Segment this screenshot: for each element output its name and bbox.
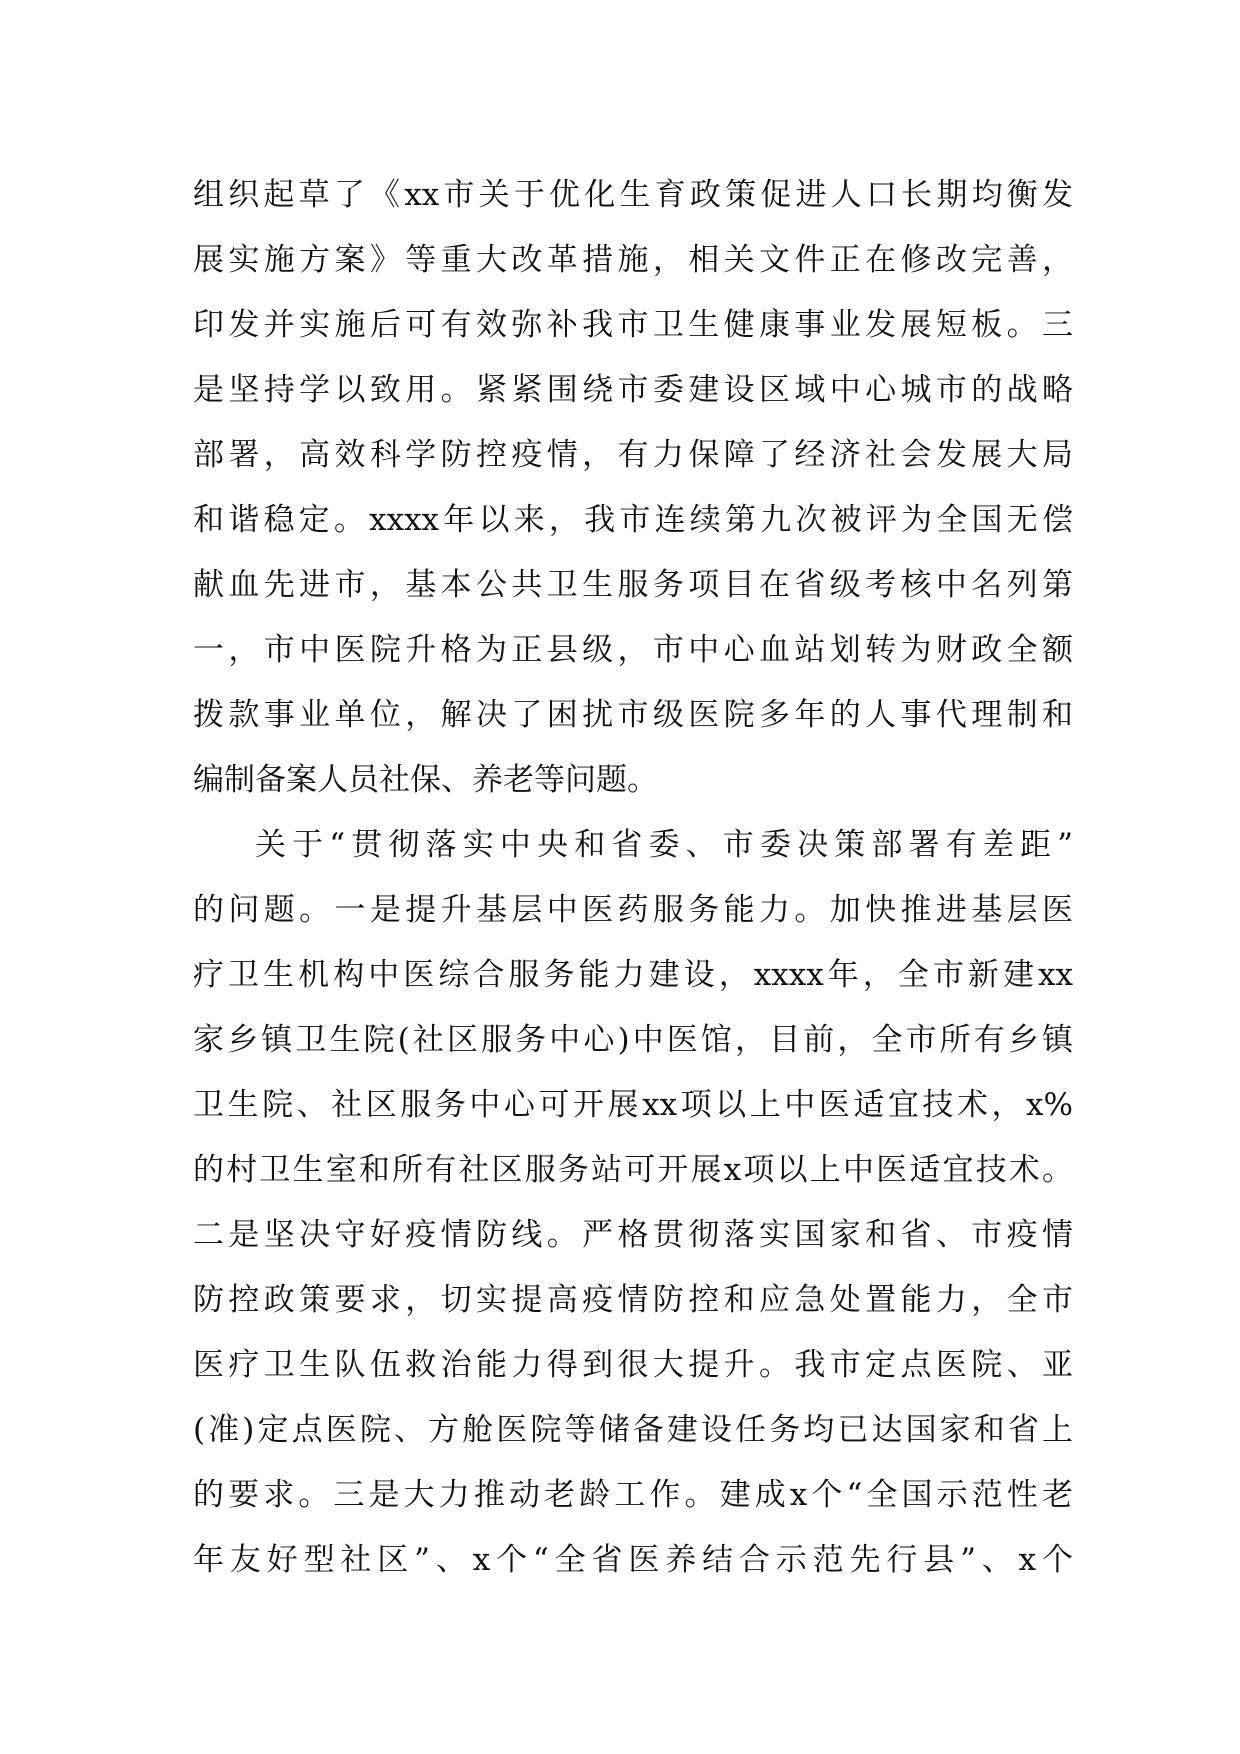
paragraph-2-line-6: 的村卫生室和所有社区服务站可开展x项以上中医适宜技术。 <box>193 1152 1073 1188</box>
paragraph-2-line-9: 医疗卫生队伍救治能力得到很大提升。我市定点医院、亚 <box>193 1347 1073 1383</box>
paragraph-2-line-10: (准)定点医院、方舱医院等储备建设任务均已达国家和省上 <box>193 1412 1073 1448</box>
document-body <box>193 163 1073 1593</box>
paragraph-1-line-1: 组织起草了《xx市关于优化生育政策促进人口长期均衡发 <box>193 177 1073 213</box>
paragraph-2-line-7: 二是坚决守好疫情防线。严格贯彻落实国家和省、市疫情 <box>193 1217 1073 1253</box>
paragraph-1-line-2: 展实施方案》等重大改革措施，相关文件正在修改完善， <box>193 242 1073 278</box>
paragraph-2-line-3: 疗卫生机构中医综合服务能力建设，xxxx年，全市新建xx <box>193 957 1073 993</box>
paragraph-1-line-8: 一，市中医院升格为正县级，市中心血站划转为财政全额 <box>193 632 1073 668</box>
paragraph-1-line-3: 印发并实施后可有效弥补我市卫生健康事业发展短板。三 <box>193 307 1073 343</box>
paragraph-2-line-11: 的要求。三是大力推动老龄工作。建成x个“全国示范性老 <box>193 1477 1073 1513</box>
paragraph-2-line-4: 家乡镇卫生院(社区服务中心)中医馆，目前，全市所有乡镇 <box>193 1022 1073 1058</box>
paragraph-1-line-6: 和谐稳定。xxxx年以来，我市连续第九次被评为全国无偿 <box>193 502 1073 538</box>
paragraph-1-line-7: 献血先进市，基本公共卫生服务项目在省级考核中名列第 <box>193 567 1073 603</box>
paragraph-2-line-2: 的问题。一是提升基层中医药服务能力。加快推进基层医 <box>193 892 1073 928</box>
paragraph-1-line-5: 部署，高效科学防控疫情，有力保障了经济社会发展大局 <box>193 437 1073 473</box>
paragraph-2-line-8: 防控政策要求，切实提高疫情防控和应急处置能力，全市 <box>193 1282 1073 1318</box>
paragraph-2-line-5: 卫生院、社区服务中心可开展xx项以上中医适宜技术，x% <box>193 1087 1073 1123</box>
paragraph-1-line-4: 是坚持学以致用。紧紧围绕市委建设区域中心城市的战略 <box>193 372 1073 408</box>
paragraph-2-line-12: 年友好型社区”、x个“全省医养结合示范先行县”、x个 <box>193 1542 1073 1578</box>
paragraph-1-line-9: 拨款事业单位，解决了困扰市级医院多年的人事代理制和 <box>193 697 1073 733</box>
paragraph-2-line-1: 关于“贯彻落实中央和省委、市委决策部署有差距” <box>255 827 1073 863</box>
paragraph-1-line-10: 编制备案人员社保、养老等问题。 <box>193 762 658 798</box>
